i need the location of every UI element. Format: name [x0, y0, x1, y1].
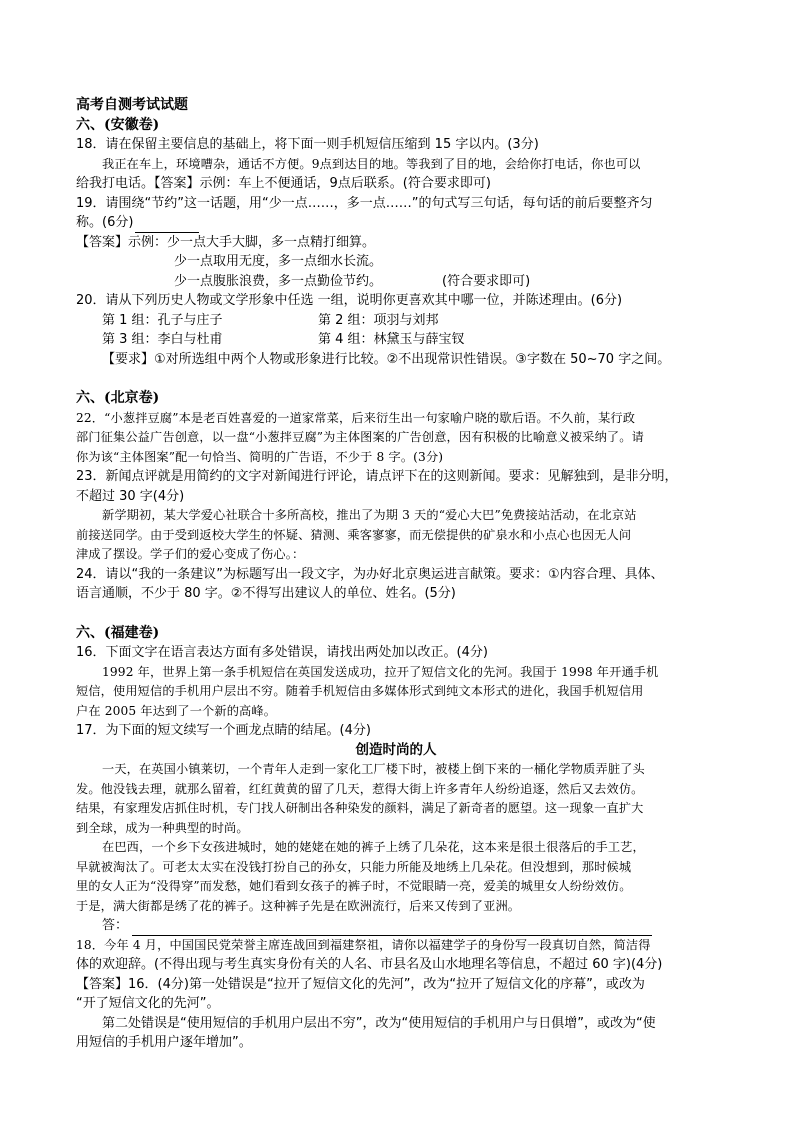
answer-line-1: 【答案】16．(4分)第一处错误是“拉开了短信文化的先河”，改为“拉开了短信文化的序幕”，或改为	[76, 976, 645, 992]
q17-story-line-2: 发。他没钱去理，就那么留着，红红黄黄的留了几天，惹得大街上许多青年人纷纷追逐，然后又去效仿。	[76, 781, 644, 796]
q20-option-group-3: 第 3 组：李白与杜甫	[102, 332, 223, 347]
q18-fj-prompt-line-1: 18．今年 4 月，中国国民党荣誉主席连战回到福建祭祖，请你以福建学子的身份写一段真切自然，简洁得	[76, 937, 651, 952]
q19-prompt-text: 称。(6分)	[76, 215, 134, 230]
q19-answer-blank	[135, 220, 199, 233]
section-header-fujian: 六、(福建卷)	[76, 624, 160, 641]
answer-line-2: “开了短信文化的先河”。	[76, 996, 220, 1011]
q23-prompt-line-1: 23．新闻点评就是用简约的文字对新闻进行评论，请点评下在的这则新闻。要求：见解独到，是非分明，	[76, 469, 678, 484]
section-header-anhui: 六、(安徽卷)	[76, 116, 160, 133]
q19-answer-2: 少一点取用无度，多一点细水长流。	[174, 254, 383, 269]
q23-prompt-line-2: 不超过 30 字(4分)	[76, 488, 185, 504]
q20-option-group-1: 第 1 组：孔子与庄子	[102, 312, 223, 328]
q22-prompt-line-2: 部门征集公益广告创意，以一盘“小葱拌豆腐”为主体图案的广告创意，因有积极的比喻意义被采纳了。请	[76, 430, 644, 444]
exam-page	[76, 96, 716, 1053]
q16-passage-line-1: 1992 年，世界上第一条手机短信在英国发送成功，拉开了短信文化的先河。我国于 1998 年开通手机	[102, 664, 659, 679]
q23-news-line-2: 前接送同学。由于受到返校大学生的怀疑、猜测、乘客寥寥，而无偿提供的矿泉水和小点心也因无人问	[76, 527, 632, 542]
q16-passage-line-3: 户在 2005 年达到了一个新的高峰。	[76, 703, 277, 718]
q20-prompt: 20．请从下列历史人物或文学形象中任选 一组，说明你更喜欢其中哪一位，并陈述理由。(6分)	[76, 293, 623, 308]
q17-answer-label: 答：	[102, 918, 129, 933]
q17-story-title: 创造时尚的人	[355, 741, 437, 758]
answer-line-4: 用短信的手机用户逐年增加”。	[76, 1035, 252, 1050]
q20-options-row-2	[76, 330, 716, 350]
q17-prompt: 17．为下面的短文续写一个画龙点睛的结尾。(4分)	[76, 723, 371, 738]
q20-option-group-2: 第 2 组：项羽与刘邦	[318, 312, 439, 328]
q17-answer-line	[76, 916, 716, 936]
q23-news-line-1: 新学期初，某大学爱心社联合十多所高校，推出了为期 3 天的“爱心大巴”免费接站活动，在北京站	[102, 508, 637, 522]
q18-prompt: 18．请在保留主要信息的基础上，将下面一则手机短信压缩到 15 字以内。(3分)	[76, 137, 539, 152]
q17-story-line-8: 于是，满大街都是绣了花的裤子。这种裤子先是在欧洲流行，后来又传到了亚洲。	[76, 898, 521, 913]
q16-prompt: 16．下面文字在语言表达方面有多处错误，请找出两处加以改正。(4分)	[76, 645, 488, 660]
q19-answer-1: 【答案】示例：少一点大手大脚，多一点精打细算。	[76, 234, 376, 250]
q17-story-line-1: 一天，在英国小镇莱切，一个青年人走到一家化工厂楼下时，被楼上倒下来的一桶化学物质弄脏了头	[102, 762, 645, 776]
q22-prompt-line-1: 22．“小葱拌豆腐”本是老百姓喜爱的一道家常菜，后来衍生出一句家喻户晓的歇后语。不久前，某行政	[76, 410, 636, 425]
q18-answer-line: 给我打电话。【答案】示例：车上不便通话，9点后联系。(符合要求即可)	[76, 176, 491, 191]
q24-prompt-line-1: 24．请以“我的一条建议”为标题写出一段文字，为办好北京奥运进言献策。要求：①内容合理、具体、	[76, 566, 664, 582]
q18-message-line-1: 我正在车上，环境嘈杂，通话不方便。9点到达目的地。等我到了目的地，会给你打电话，你也可以	[102, 156, 641, 171]
q19-prompt-line-2	[76, 213, 716, 233]
q22-prompt-line-3: 你为该“主体图案”配一句恰当、简明的广告语，不少于 8 字。(3分)	[76, 449, 444, 464]
q20-options-row-1	[76, 311, 716, 331]
q17-story-line-7: 里的女人正为“没得穿”而发愁，她们看到女孩子的裤子时，不觉眼睛一亮，爱美的城里女人纷纷效仿。	[76, 879, 632, 893]
q20-option-group-4: 第 4 组：林黛玉与薛宝钗	[318, 332, 465, 347]
q19-answer-3-text: 少一点腹胀浪费，多一点勤俭节约。	[174, 273, 383, 289]
q20-requirements: 【要求】①对所选组中两个人物或形象进行比较。②不出现常识性错误。③字数在 50~70 字之间。	[102, 351, 671, 367]
q17-story-line-5: 在巴西，一个乡下女孩进城时，她的姥姥在她的裤子上绣了几朵花，这本来是很土很落后的手工艺，	[102, 840, 645, 854]
q17-story-line-3: 结果，有家理发店抓住时机，专门找人研制出各种染发的颜料，满足了新奇者的愿望。这一现象一直扩大	[76, 801, 644, 815]
q19-prompt-line-1: 19．请围绕“节约”这一话题，用“少一点……，多一点……”的句式写三句话，每句话的前后要整齐匀	[76, 195, 653, 211]
q16-passage-line-2: 短信，使用短信的手机用户层出不穷。随着手机短信由多媒体形式到纯文本形式的进化，我国手机短信用	[76, 684, 644, 698]
q17-story-line-4: 到全球，成为一种典型的时尚。	[76, 820, 249, 835]
section-header-beijing: 六、(北京卷)	[76, 390, 160, 406]
q23-news-line-3: 津成了摆设。学子们的爱心变成了伤心。：	[76, 547, 305, 561]
q19-answer-3	[76, 272, 716, 292]
q24-prompt-line-2: 语言通顺，不少于 80 字。②不得写出建议人的单位、姓名。(5分)	[76, 586, 456, 601]
q19-answer-3-note: (符合要求即可)	[442, 273, 531, 289]
q17-story-line-6: 早就被淘汰了。可老太太实在没钱打扮自己的孙女，只能力所能及地绣上几朵花。但没想到，那时候城	[76, 859, 632, 874]
q17-answer-blank	[132, 923, 652, 936]
q18-fj-prompt-line-2: 体的欢迎辞。(不得出现与考生真实身份有关的人名、市县名及山水地理名等信息，不超过 60 字)(4分)	[76, 957, 663, 972]
answer-line-3: 第二处错误是“使用短信的手机用户层出不穷”，改为“使用短信的手机用户与日俱增”，或改为“使	[102, 1015, 656, 1031]
document-title: 高考自测考试试题	[76, 97, 188, 113]
